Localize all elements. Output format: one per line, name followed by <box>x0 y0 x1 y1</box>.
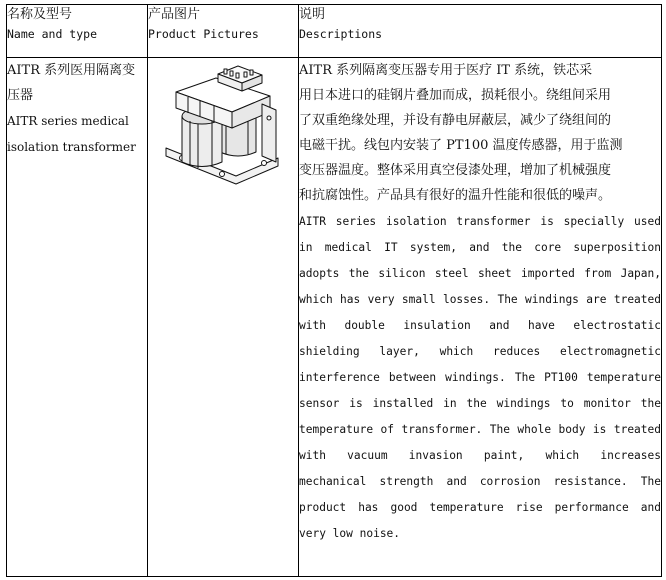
header-picture-en: Product Pictures <box>148 27 259 41</box>
header-name-zh: 名称及型号 <box>7 7 73 22</box>
description-zh-line: 了双重绝缘处理，并设有静电屏蔽层，减少了绕组间的 <box>299 113 612 128</box>
header-desc-en: Descriptions <box>299 27 383 41</box>
description-zh-line: AITR 系列隔离变压器专用于医疗 IT 系统，铁芯采 <box>299 63 593 78</box>
header-name-en: Name and type <box>7 27 98 41</box>
isolation-transformer-icon <box>158 58 288 198</box>
header-picture-zh: 产品图片 <box>148 7 201 22</box>
description-zh <box>299 58 661 208</box>
product-description-cell <box>299 58 662 577</box>
product-name-en: AITR series medical isolation transformer <box>7 114 136 154</box>
description-zh-line: 电磁干扰。线包内安装了 PT100 温度传感器，用于监测 <box>299 138 623 153</box>
description-zh-line: 变压器温度。整体采用真空侵漆处理，增加了机械强度 <box>299 163 612 178</box>
description-en: AITR series isolation transformer is specially used in medical IT system, and the core superposition adopts the silicon steel sheet imported from Japan, which has very small losses. The windings are treated with double insulation and have electrostatic shielding layer, which reduces electromagnetic interference between windings. The PT100 temperature sensor is installed in the windings to monitor the temperature of transformer. The whole body is treated with vacuum invasion paint, which increases mechanical strength and corrosion resistance. The product has good temperature rise performance and very low noise. <box>299 215 661 540</box>
header-product-pictures <box>148 5 299 58</box>
header-descriptions <box>299 5 662 58</box>
description-zh-line: 用日本进口的硅钢片叠加而成，损耗很小。绕组间采用 <box>299 88 612 103</box>
description-zh-line: 和抗腐蚀性。产品具有很好的温升性能和很低的噪声。 <box>299 188 612 203</box>
product-spec-table <box>6 4 662 577</box>
product-picture-cell <box>148 58 299 577</box>
product-row <box>7 58 662 577</box>
product-name-cell <box>7 58 148 577</box>
header-row <box>7 5 662 58</box>
product-name-zh: AITR 系列医用隔离变压器 <box>7 63 136 103</box>
header-desc-zh: 说明 <box>299 7 326 22</box>
header-name-type <box>7 5 148 58</box>
